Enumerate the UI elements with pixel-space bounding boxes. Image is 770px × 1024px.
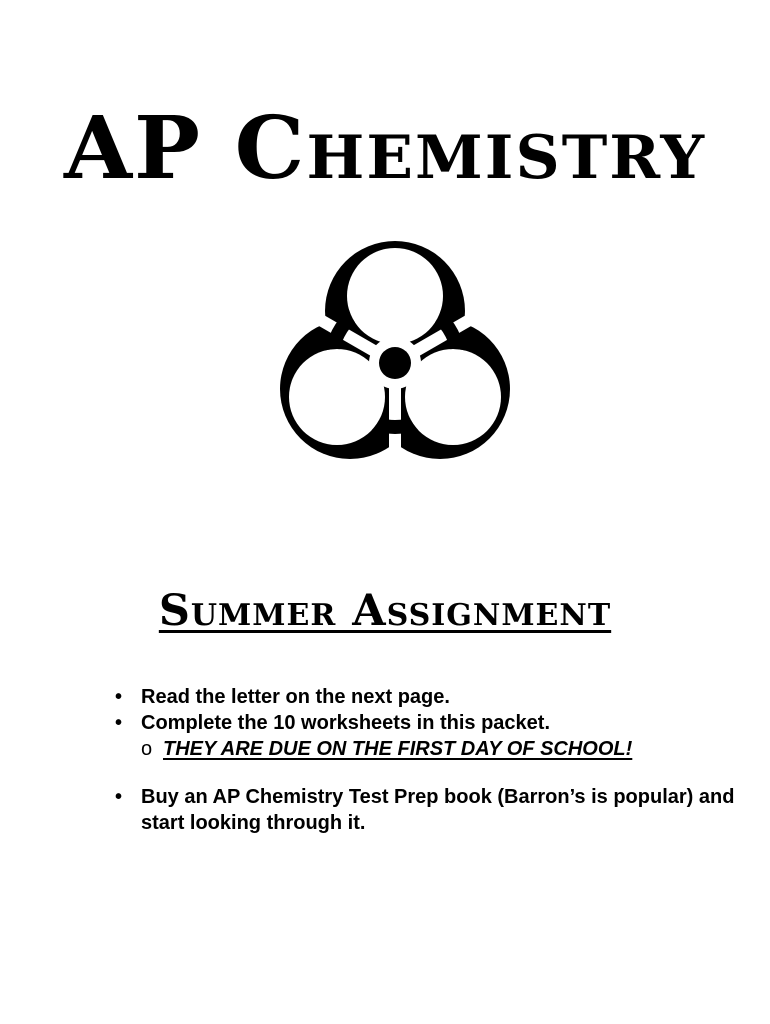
bullet: • (115, 786, 123, 808)
list-item-text: Buy an AP Chemistry Test Prep book (Barron’s is popular) and start looking through it. (141, 786, 735, 834)
list-item (115, 684, 735, 710)
sub-list-item (141, 736, 735, 762)
bullet: • (115, 686, 123, 708)
list-item (115, 710, 735, 762)
document-subtitle: Summer Assignment (158, 586, 612, 636)
document-title: AP Chemistry (63, 98, 707, 199)
due-date-notice: THEY ARE DUE ON THE FIRST DAY OF SCHOOL! (163, 738, 633, 760)
sub-bullet: o (141, 738, 153, 760)
list-item-text: Read the letter on the next page. (141, 686, 450, 708)
list-item-text: Complete the 10 worksheets in this packet. (141, 712, 551, 734)
list-item (115, 784, 735, 836)
assignment-list (115, 684, 735, 836)
bullet: • (115, 712, 123, 734)
biohazard-icon (265, 238, 525, 488)
